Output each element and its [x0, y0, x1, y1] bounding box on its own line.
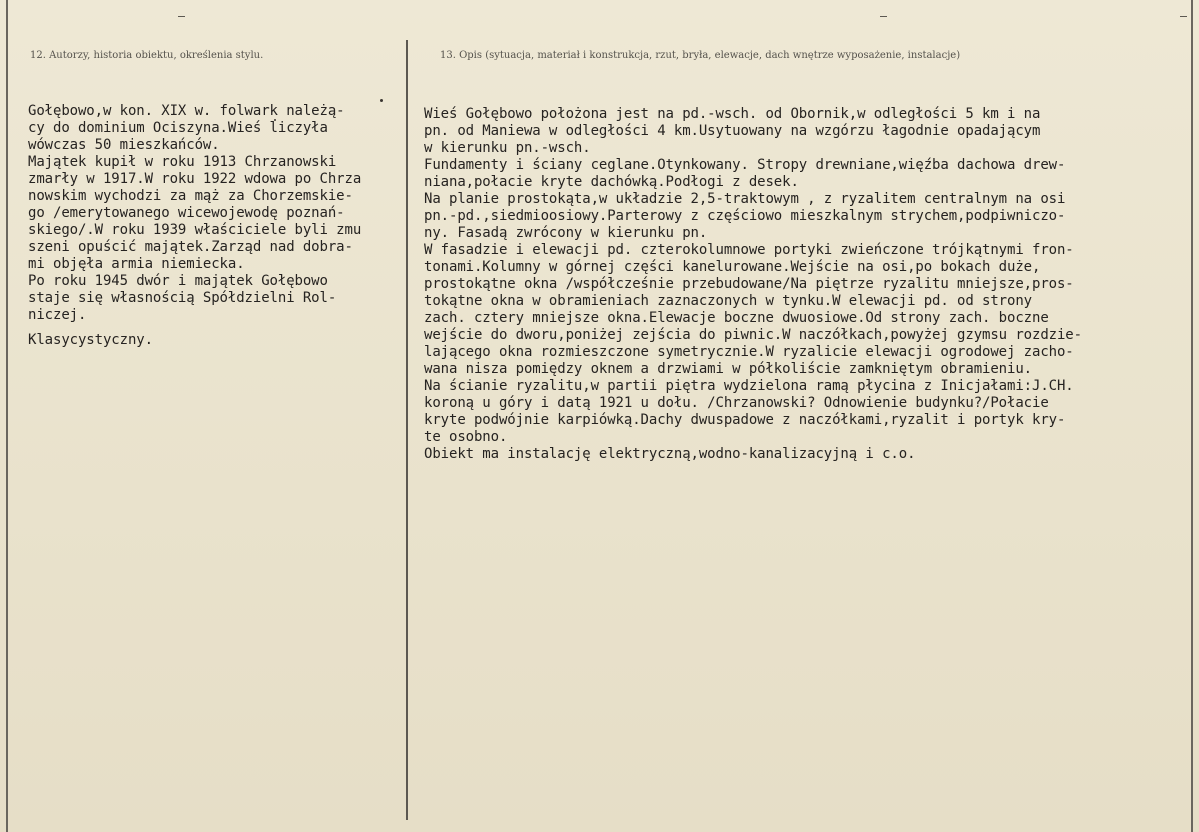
description-line: pn.-pd.,siedmioosiowy.Parterowy z częściowo mieszkalnym strychem,podpiwniczo- [424, 208, 1066, 224]
description-line: W fasadzie i elewacji pd. czterokolumnowe portyki zwieńczone trójkątnymi fron- [424, 242, 1074, 258]
history-line: zmarły w 1917.W roku 1922 wdowa po Chrza [28, 171, 362, 187]
description-line: tokątne okna w obramieniach zaznaczonych w tynku.W elewacji pd. od strony [424, 293, 1032, 309]
ink-speck [380, 99, 383, 102]
history-column [28, 103, 361, 349]
description-line: koroną u góry i datą 1921 u dołu. /Chrzanowski? Odnowienie budynku?/Połacie [424, 395, 1049, 411]
description-line: niana,połacie kryte dachówką.Podłogi z desek. [424, 174, 799, 190]
history-line: niczej. [28, 307, 87, 323]
tick-mark [1180, 16, 1187, 17]
description-line: tonami.Kolumny w górnej części kanelurowane.Wejście na osi,po bokach duże, [424, 259, 1041, 275]
section-12-header: 12. Autorzy, historia obiektu, określenia stylu. [30, 50, 264, 61]
description-line: lającego okna rozmieszczone symetrycznie.W ryzalicie elewacji ogrodowej zacho- [424, 344, 1074, 360]
description-line: ny. Fasadą zwrócony w kierunku pn. [424, 225, 708, 241]
history-line: wówczas 50 mieszkańców. [28, 137, 220, 153]
description-line: wana nisza pomiędzy oknem a drzwiami w półkoliście zamkniętym obramieniu. [424, 361, 1032, 377]
history-line: cy do dominium Ociszyna.Wieś liczyła [28, 120, 328, 136]
description-line: te osobno. [424, 429, 508, 445]
tick-mark [178, 16, 185, 17]
description-line: w kierunku pn.-wsch. [424, 140, 591, 156]
section-13-header: 13. Opis (sytuacja, materiał i konstrukcja, rzut, bryła, elewacje, dach wnętrze wyposażenie, instalacje) [440, 50, 961, 61]
history-line: staje się własnością Spółdzielni Rol- [28, 290, 337, 306]
card-left-edge [6, 0, 8, 832]
history-line: go /emerytowanego wicewojewodę poznań- [28, 205, 345, 221]
description-line: pn. od Maniewa w odległości 4 km.Usytuowany na wzgórzu łagodnie opadającym [424, 123, 1041, 139]
column-divider [406, 40, 408, 820]
history-line: Po roku 1945 dwór i majątek Gołębowo [28, 273, 328, 289]
description-line: Na ścianie ryzalitu,w partii piętra wydzielona ramą płycina z Inicjałami:J.CH. [424, 378, 1074, 394]
spacer [28, 324, 361, 332]
history-line: Majątek kupił w roku 1913 Chrzanowski [28, 154, 337, 170]
tick-mark [880, 16, 887, 17]
description-column [424, 106, 1082, 463]
history-line: szeni opuścić majątek.Zarząd nad dobra- [28, 239, 353, 255]
description-line: prostokątne okna /współcześnie przebudowane/Na piętrze ryzalitu mniejsze,pros- [424, 276, 1074, 292]
history-line: skiego/.W roku 1939 właściciele byli zmu [28, 222, 362, 238]
history-line: Gołębowo,w kon. XIX w. folwark należą- [28, 103, 345, 119]
history-line: mi objęła armia niemiecka. [28, 256, 245, 272]
description-line: Na planie prostokąta,w układzie 2,5-traktowym , z ryzalitem centralnym na osi [424, 191, 1066, 207]
card-right-edge [1191, 0, 1193, 832]
description-line: kryte podwójnie karpiówką.Dachy dwuspadowe z naczółkami,ryzalit i portyk kry- [424, 412, 1066, 428]
description-line: Obiekt ma instalację elektryczną,wodno-kanalizacyjną i c.o. [424, 446, 916, 462]
history-line: nowskim wychodzi za mąż za Chorzemskie- [28, 188, 353, 204]
description-line: zach. cztery mniejsze okna.Elewacje boczne dwuosiowe.Od strony zach. boczne [424, 310, 1049, 326]
style-label: Klasycystyczny. [28, 332, 153, 348]
description-line: Wieś Gołębowo położona jest na pd.-wsch. od Obornik,w odległości 5 km i na [424, 106, 1041, 122]
description-line: wejście do dworu,poniżej zejścia do piwnic.W naczółkach,powyżej gzymsu rozdzie- [424, 327, 1082, 343]
description-line: Fundamenty i ściany ceglane.Otynkowany. Stropy drewniane,więźba dachowa drew- [424, 157, 1066, 173]
